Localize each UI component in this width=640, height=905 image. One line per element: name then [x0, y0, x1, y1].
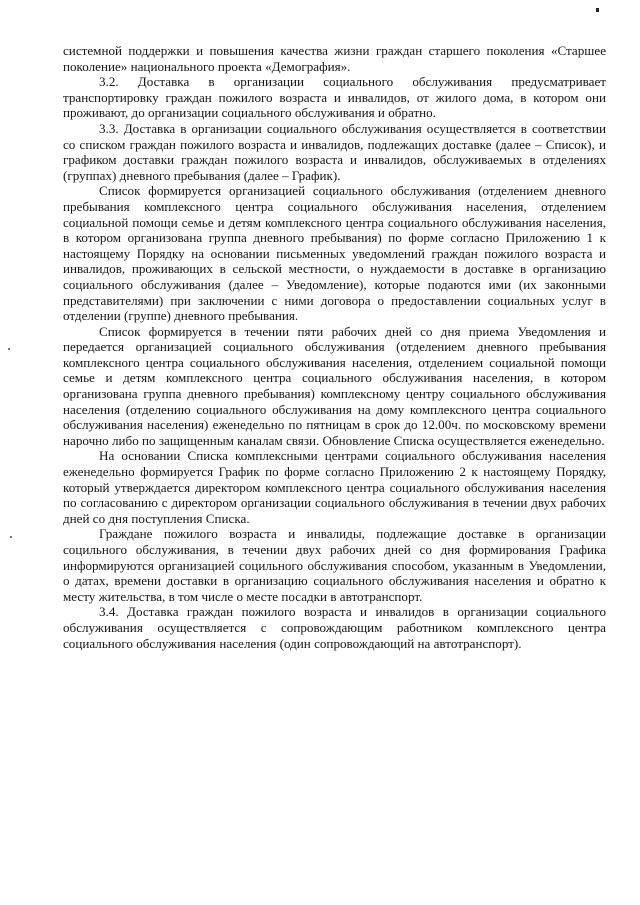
document-body — [63, 43, 606, 651]
paragraph-notification: Граждане пожилого возраста и инвалиды, подлежащие доставке в организации социльного обслуживания, в течении двух рабочих дней со дня формирования Графика информируются организацией социльного обслуживания способом, указанным в Уведомлении, о датах, времени доставки в организацию социального обслуживания населения и обратно к месту жительства, в том числе о месте посадки в автотранспорт. — [63, 526, 606, 604]
paragraph-continuation: системной поддержки и повышения качества жизни граждан старшего поколения «Старшее поколение» национального проекта «Демография». — [63, 43, 606, 74]
scan-corner-mark — [596, 8, 599, 12]
paragraph-schedule: На основании Списка комплексными центрами социального обслуживания населения еженедельно формируется График по форме согласно Приложению 2 к настоящему Порядку, который утверждается директором комплексного центра социального обслуживания населения по согласованию с директором организации социального обслуживания в течении двух рабочих дней со дня поступления Списка. — [63, 448, 606, 526]
paragraph-list-formation: Список формируется организацией социального обслуживания (отделением дневного пребывания комплексного центра социального обслуживания населения, отделением социальной помощи семье и детям комплексного центра социального обслуживания населения, в котором организована группа дневного пребывания) по форме согласно Приложению 1 к настоящему Порядку на основании письменных уведомлений граждан пожилого возраста и инвалидов, проживающих в сельской местности, о нуждаемости в доставке в организацию социального обслуживания (далее – Уведомление), которые подаются ими (их законными представителями) при заключении с ними договора о предоставлении социальных услуг в отделении (группе) дневного пребывания. — [63, 183, 606, 324]
paragraph-3-3: 3.3. Доставка в организации социального обслуживания осуществляется в соответствии со списком граждан пожилого возраста и инвалидов, подлежащих доставке (далее – Список), и графиком доставки граждан пожилого возраста и инвалидов, обслуживаемых в отделениях (группах) дневного пребывания (далее – График). — [63, 120, 606, 183]
scan-speck — [10, 536, 12, 538]
paragraph-3-4: 3.4. Доставка граждан пожилого возраста и инвалидов в организации социального обслуживания осуществляется с сопровождающим работником комплексного центра социального обслуживания населения (один сопровождающий на автотранспорт). — [63, 604, 606, 651]
paragraph-3-2: 3.2. Доставка в организации социального обслуживания предусматривает транспортировку граждан пожилого возраста и инвалидов, от жилого дома, в котором они проживают, до организации социального обслуживания и обратно. — [63, 74, 606, 121]
paragraph-list-transfer: Список формируется в течении пяти рабочих дней со дня приема Уведомления и передается организацией социального обслуживания (отделением дневного пребывания комплексного центра социального обслуживания населения, отделением социальной помощи семье и детям комплексного центра социального обслуживания населения, в котором организована группа дневного пребывания) комплексному центру социального обслуживания населения (отделению социального обслуживания на дому комплексного центра социального обслуживания населения) еженедельно по пятницам в срок до 12.00ч. по московскому времени нарочно либо по защищенным каналам связи. Обновление Списка осуществляется еженедельно. — [63, 323, 606, 448]
scan-speck — [8, 348, 10, 350]
